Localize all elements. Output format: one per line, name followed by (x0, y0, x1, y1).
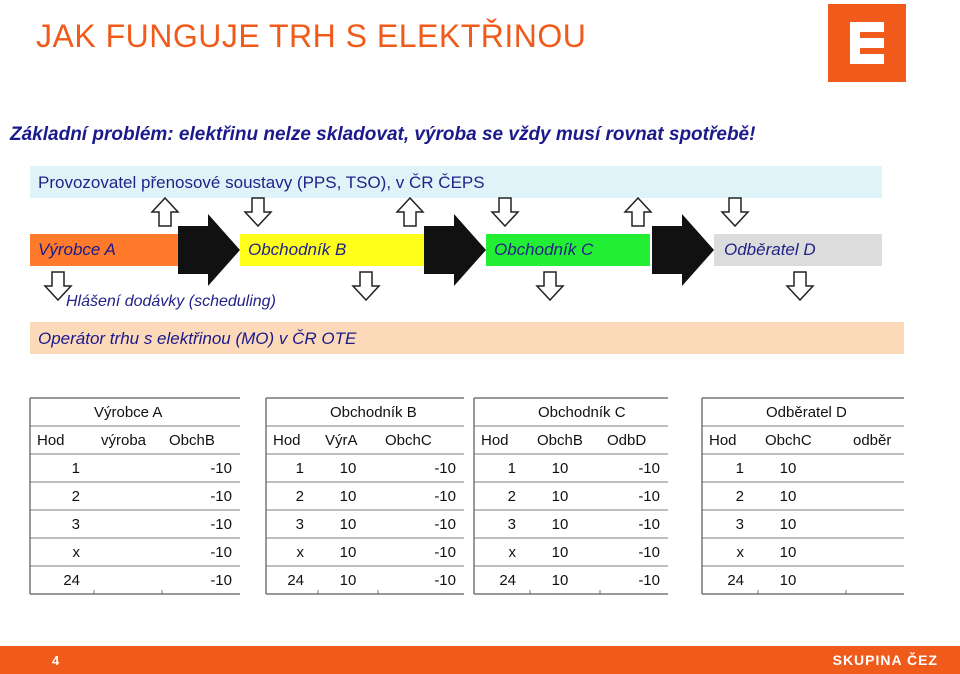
table-cell: -10 (434, 488, 456, 505)
schedule-table (474, 398, 668, 594)
table-header-cell: VýrA (325, 432, 358, 449)
mo-label: Operátor trhu s elektřinou (MO) v ČR OTE (38, 329, 357, 348)
table-header-cell: výroba (101, 432, 147, 449)
table-title: Výrobce A (94, 404, 163, 421)
table-cell: x (296, 544, 304, 561)
table-cell: 10 (339, 572, 357, 589)
actor-obchodnik-b: Obchodník B (240, 234, 450, 266)
table-cell: 24 (499, 572, 516, 589)
table-header-cell: odběr (853, 432, 892, 449)
table-cell: 3 (507, 516, 516, 533)
table-cell: -10 (210, 516, 232, 533)
table-title: Obchodník C (538, 404, 626, 421)
actor-odberatel-d: Odběratel D (714, 234, 882, 266)
table-cell: 10 (551, 544, 569, 561)
table-cell: 1 (71, 460, 80, 477)
page-number: 4 (52, 653, 60, 668)
brand-label: SKUPINA ČEZ (832, 652, 938, 668)
table-header-cell: Hod (273, 432, 301, 449)
table-cell: 24 (287, 572, 304, 589)
table-cell: -10 (210, 572, 232, 589)
schedule-table (266, 398, 464, 594)
table-cell: -10 (210, 488, 232, 505)
table-cell: 10 (779, 572, 797, 589)
table-cell: -10 (210, 544, 232, 561)
table-cell: -10 (434, 460, 456, 477)
table-header-cell: ObchC (385, 432, 432, 449)
table-cell: 10 (779, 544, 797, 561)
table-header-cell: Hod (481, 432, 509, 449)
table-cell: 10 (551, 460, 569, 477)
table-cell: 10 (779, 516, 797, 533)
table-title: Obchodník B (330, 404, 417, 421)
table-cell: 2 (507, 488, 516, 505)
table-cell: x (72, 544, 80, 561)
table-cell: 10 (551, 572, 569, 589)
tso-label: Provozovatel přenosové soustavy (PPS, TSO), v ČR ČEPS (38, 173, 485, 192)
actor-vyrobce-a: Výrobce A (30, 234, 178, 266)
page-title: JAK FUNGUJE TRH S ELEKTŘINOU (36, 18, 587, 54)
footer-bar (0, 646, 960, 674)
table-cell: 3 (295, 516, 304, 533)
table-cell: -10 (434, 572, 456, 589)
table-cell: 2 (71, 488, 80, 505)
table-cell: 3 (735, 516, 744, 533)
table-cell: -10 (210, 460, 232, 477)
table-header-cell: OdbD (607, 432, 647, 449)
table-cell: 10 (339, 488, 357, 505)
table-cell: 10 (779, 460, 797, 477)
table-cell: 10 (551, 516, 569, 533)
table-cell: -10 (638, 488, 660, 505)
table-cell: 24 (727, 572, 744, 589)
table-header-cell: ObchB (537, 432, 583, 449)
table-title: Odběratel D (766, 404, 847, 421)
table-header-cell: Hod (37, 432, 65, 449)
table-cell: 10 (779, 488, 797, 505)
table-cell: -10 (638, 544, 660, 561)
table-header-cell: ObchB (169, 432, 215, 449)
schedule-table (702, 398, 904, 594)
table-cell: 24 (63, 572, 80, 589)
table-cell: 1 (507, 460, 516, 477)
table-header-cell: Hod (709, 432, 737, 449)
table-cell: 10 (551, 488, 569, 505)
table-cell: x (736, 544, 744, 561)
table-cell: 2 (295, 488, 304, 505)
scheduling-label: Hlášení dodávky (scheduling) (66, 293, 276, 310)
table-cell: 1 (735, 460, 744, 477)
table-cell: -10 (638, 460, 660, 477)
table-cell: 10 (339, 460, 357, 477)
table-cell: -10 (434, 544, 456, 561)
table-cell: 10 (339, 544, 357, 561)
table-cell: 3 (71, 516, 80, 533)
table-header-cell: ObchC (765, 432, 812, 449)
actor-obchodnik-c: Obchodník C (486, 234, 650, 266)
table-cell: x (508, 544, 516, 561)
table-cell: -10 (434, 516, 456, 533)
schedule-table (30, 398, 240, 594)
main-problem-statement: Základní problém: elektřinu nelze skladovat, výroba se vždy musí rovnat spotřebě! (10, 124, 756, 145)
table-cell: 1 (295, 460, 304, 477)
table-cell: 10 (339, 516, 357, 533)
table-cell: 2 (735, 488, 744, 505)
table-cell: -10 (638, 572, 660, 589)
table-cell: -10 (638, 516, 660, 533)
